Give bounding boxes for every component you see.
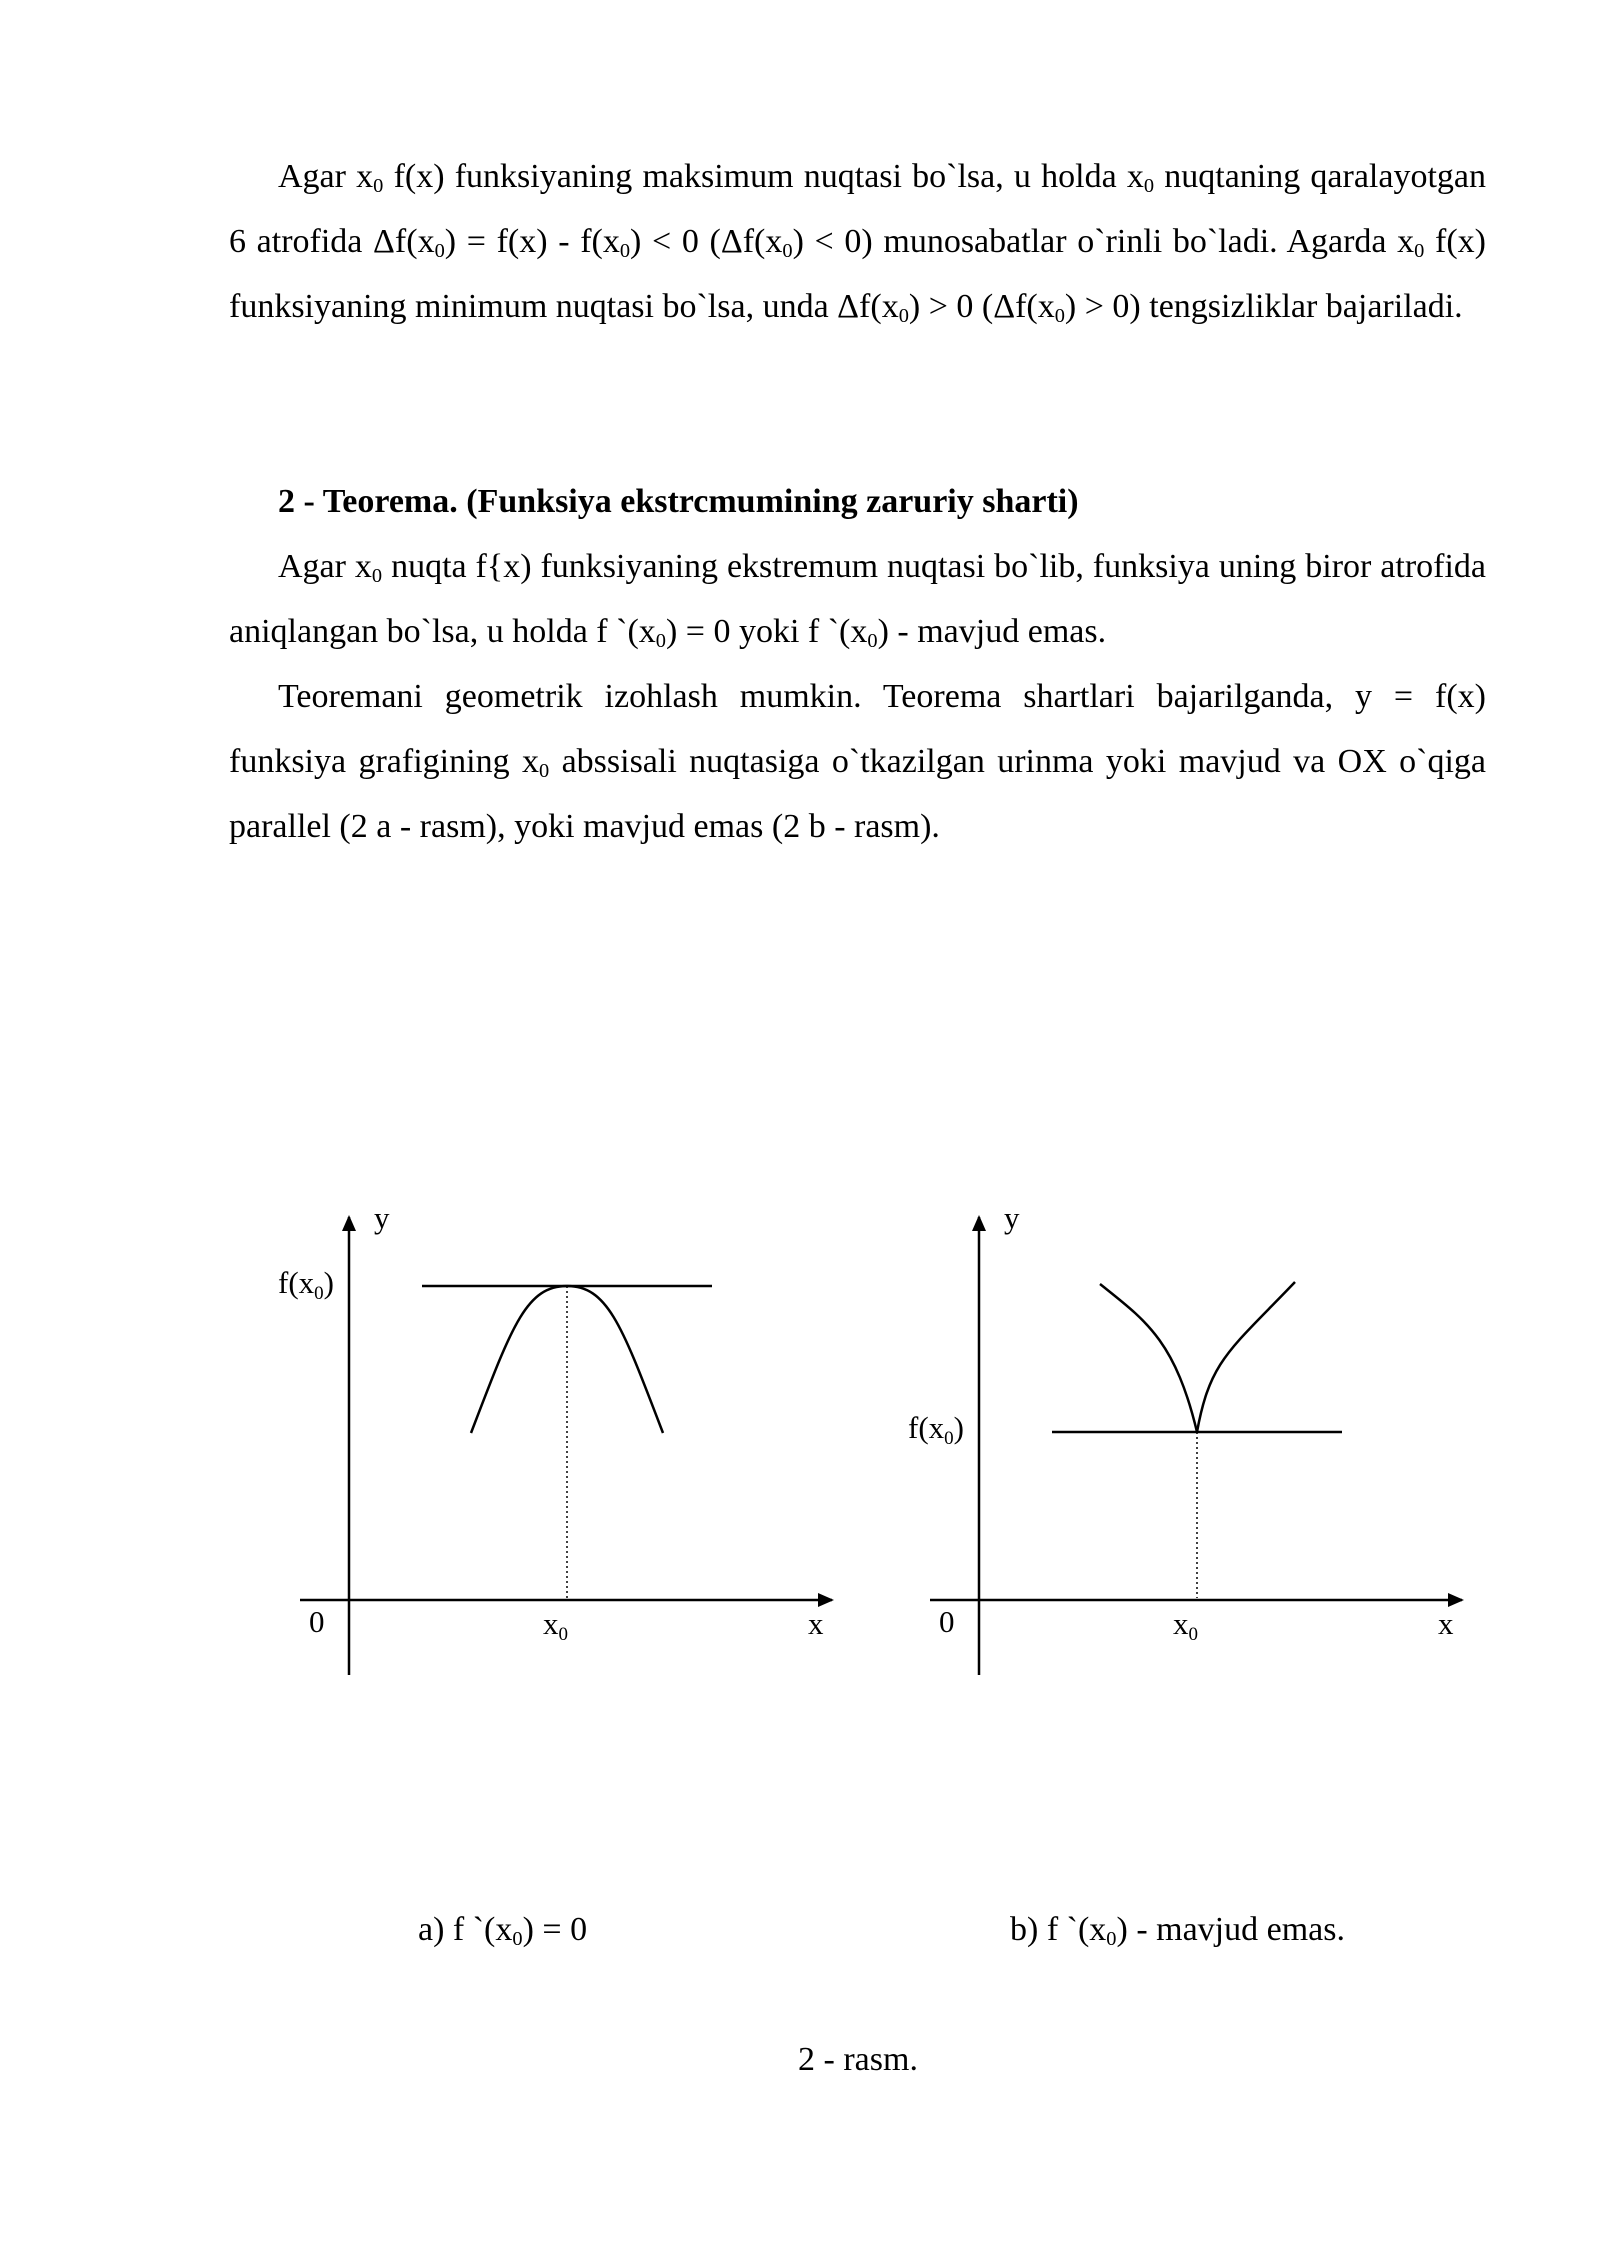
- var-x: x: [1037, 288, 1055, 325]
- text-run: abssisali nuqtasiga o`tkazilgan urinma yoki mavjud va OX o`qiga parallel (2 a - rasm), yoki mavjud emas (2 b - rasm).: [229, 743, 1486, 845]
- function-curve-left-branch: [1100, 1284, 1197, 1432]
- text-run: Agar: [278, 158, 357, 195]
- var-x: x: [417, 223, 435, 260]
- caption-figure-a: [418, 1910, 587, 1950]
- subscript-0: 0: [512, 1928, 523, 1951]
- fx0-label-main: f(x: [278, 1265, 315, 1300]
- text-run: Teoremani geometrik izohlash mumkin. Teorema shartlari bajarilganda, y = f(x) funksiya grafigining: [229, 678, 1486, 780]
- figure-b-graph: [890, 1190, 1490, 1690]
- var-x: x: [602, 223, 620, 260]
- origin-label: 0: [939, 1604, 955, 1639]
- theorem-section: [229, 469, 1486, 859]
- text-run: b) f `(: [1010, 1911, 1090, 1948]
- subscript-0: 0: [655, 630, 666, 653]
- paragraph-extremum-definition: [229, 144, 1486, 339]
- x0-label: [543, 1606, 568, 1645]
- x0-label-main: x: [1173, 1606, 1189, 1641]
- text-run: ) < 0 (Δf(: [630, 223, 766, 260]
- text-run: ) - mavjud emas.: [877, 613, 1107, 650]
- function-curve-right-branch: [1197, 1282, 1295, 1432]
- var-x: x: [356, 158, 374, 195]
- fx0-label: [278, 1265, 334, 1304]
- subscript-0: 0: [434, 240, 445, 263]
- x0-label-main: x: [543, 1606, 559, 1641]
- subscript-0: 0: [371, 565, 383, 588]
- figure-a-smooth-maximum: [260, 1190, 860, 1690]
- text-run: f(x) funksiyaning minimum nuqtasi bo`lsa, unda Δf(: [229, 223, 1487, 325]
- theorem-heading: 2 - Teorema. (Funksiya ekstrcmumining zaruriy sharti): [278, 483, 1079, 520]
- x0-label: [1173, 1606, 1198, 1645]
- subscript-0: 0: [898, 305, 909, 328]
- subscript-0: 0: [558, 1624, 568, 1645]
- x-axis-label: x: [1438, 1606, 1454, 1641]
- subscript-0: 0: [1054, 305, 1065, 328]
- var-x: x: [881, 288, 899, 325]
- text-run: ) = f(x) - f(: [444, 223, 603, 260]
- subscript-0: 0: [1414, 240, 1425, 263]
- fx0-label: [908, 1410, 964, 1449]
- fx0-label-close: ): [323, 1265, 334, 1300]
- theorem-statement: [229, 534, 1486, 664]
- subscript-0: 0: [1143, 175, 1155, 198]
- y-axis-label: y: [1004, 1200, 1020, 1235]
- figure-a-graph: [260, 1190, 860, 1690]
- var-x: x: [495, 1911, 513, 1948]
- text-run: a) f `(: [418, 1911, 496, 1948]
- var-x: x: [765, 223, 783, 260]
- origin-label: 0: [309, 1604, 325, 1639]
- var-x: x: [1397, 223, 1415, 260]
- y-axis-label: y: [374, 1200, 390, 1235]
- subscript-0: 0: [619, 240, 631, 263]
- caption-figure-b: [1010, 1910, 1345, 1950]
- geometric-interpretation: [229, 664, 1486, 859]
- subscript-0: 0: [1106, 1928, 1117, 1951]
- subscript-0: 0: [867, 630, 878, 653]
- var-x: x: [521, 743, 539, 780]
- text-run: nuqtaning qaralayotgan 6 atrofida Δf(: [229, 158, 1487, 260]
- var-x: x: [638, 613, 656, 650]
- text-run: ) = 0: [522, 1911, 588, 1948]
- figure-b-cusp-minimum: [890, 1190, 1490, 1690]
- subscript-0: 0: [373, 175, 384, 198]
- x-axis-label: x: [808, 1606, 824, 1641]
- subscript-0: 0: [944, 1428, 954, 1449]
- text-run: f(x) funksiyaning maksimum nuqtasi bo`lsa, u holda: [383, 158, 1127, 195]
- fx0-label-main: f(x: [908, 1410, 945, 1445]
- text-run: Agar: [278, 548, 355, 585]
- text-run: ) > 0) tengsizliklar bajariladi.: [1064, 288, 1463, 325]
- fx0-label-close: ): [953, 1410, 964, 1445]
- var-x: x: [850, 613, 868, 650]
- paragraph-1: [229, 144, 1486, 339]
- var-x: x: [1126, 158, 1144, 195]
- text-run: nuqta f{x) funksiyaning ekstremum nuqtasi bo`lib, funksiya uning biror atrofida aniqlangan bo`lsa, u holda f `(: [229, 548, 1487, 650]
- subscript-0: 0: [314, 1283, 324, 1304]
- text-run: ) < 0) munosabatlar o`rinli bo`ladi. Agarda: [792, 223, 1398, 260]
- subscript-0: 0: [1188, 1624, 1198, 1645]
- text-run: ) - mavjud emas.: [1116, 1911, 1345, 1948]
- var-x: x: [1089, 1911, 1107, 1948]
- text-run: ) = 0 yoki f `(: [665, 613, 851, 650]
- figure-caption: 2 - rasm.: [798, 2041, 918, 2078]
- text-run: ) > 0 (Δf(: [908, 288, 1038, 325]
- function-curve-maximum: [471, 1286, 663, 1433]
- subscript-0: 0: [538, 760, 550, 783]
- var-x: x: [354, 548, 372, 585]
- subscript-0: 0: [782, 240, 793, 263]
